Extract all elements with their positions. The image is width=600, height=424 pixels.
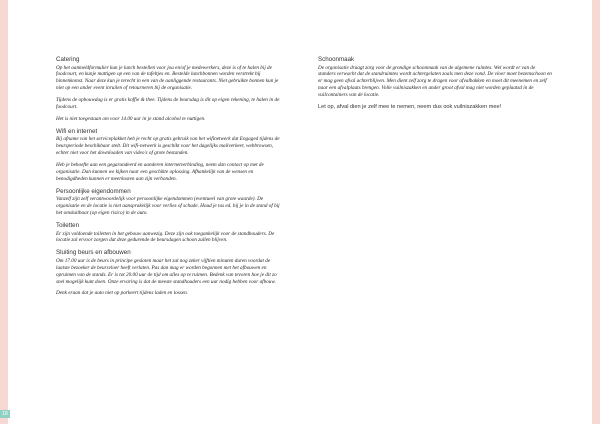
left-column [56,56,284,302]
right-column [318,56,552,111]
personal-belongings-paragraph: Vanzelf zijn zelf verantwoordelijk voor persoonlijke eigendommen (eventueel van grote waarde). De organisatie en de locatie is niet aansprakelijk voor verlies of schade. Houd je tas ed. bij je in de stand of bij het omsluitbaar (op eigen risico) in de auto. [56,196,280,217]
document-page [8,0,592,424]
toilets-paragraph: Er zijn voldoende toiletten in het gebouw aanwezig. Deze zijn ook toegankelijk voor de standhouders. De locatie zal ervoor zorgen dat deze gedurende de beursdagen schoon zullen blijven. [56,230,275,244]
personal-belongings-heading: Persoonlijke eigendommen [56,187,131,195]
toilets-heading: Toiletten [56,222,80,229]
closing-paragraph-1: Om 17.00 uur is de beurs in principe gesloten maar het zal nog zeker vijftien minuten duren voordat de laatste bezoeker de beursvloer heeft verlaten. Pas dan mag er worden begonnen met het afbouwen en opruimen van de stands. Er is tot 20.00 uur de tijd om alles op te ruimen. Bedenk van tevoren hoe je dit zo snel mogelijk kunt doen. Onze ervaring is dat de meeste standhouders een uur nodig hebben voor afbouw. [56,257,277,285]
catering-paragraph-3: Het is niet toegestaan om voor 14.00 uur in je stand alcohol te nuttigen. [56,115,206,122]
catering-heading: Catering [56,56,80,63]
closing-paragraph-2: Denk eraan dat je auto niet op parkeert tijdens laden en lossen. [56,290,188,297]
wifi-paragraph-2: Heb je behoefte aan een gegarandeerd en aanderen internetverbinding, neem dan contact op met de organisatie. Dan kunnen we kijken naar een geschikte oplossing. Afhankelijk van de wensen en benodigdheden kunnen er meerkosten aan zijn verbonden. [56,162,264,182]
catering-paragraph-2: Tijdens de opbouwdag is er gratis koffie & thee. Tijdens de beursdag is dit op eigen rekening, te halen in de foodcourt. [56,97,280,111]
cleaning-paragraph-2: Let op, afval dien je zelf mee te nemen, neem dus ook vuilniszakken mee! [318,104,502,111]
cleaning-paragraph-1: De organisatie draagt zorg voor de grondige schoonmaak van de algemene ruimtes. Wel wordt er van de standers verwacht dat de standruimtes wordt achtergelaten zoals men deze vond. De vloer moet bezemschoon en er mag geen afval achterblijven. Men dient zelf zorg te dragen voor afvalbakken en moet dit meenemen en zelf naar een afvalplaats brengen. Volle vuilniszakken en ander groot afval mag niet worden geplaatsd in de vuilcontainers van de locatie. [318,64,552,99]
closing-heading: Sluiting beurs en afbouwen [56,249,131,257]
page-number: 18 [0,410,10,418]
wifi-paragraph-1: Bij afname van het serviceplakket heb je recht op gratis gebruik van het wifinetwerk dat Engaged tijdens de beursperiode beschikbaar stelt. Dit wifi-netwerk is geschikt voor het dagelijks mailverkeer, webbrowsen, echter niet voor het downloaden van video's of grote bestanden. [56,136,280,157]
cleaning-heading: Schoonmaak [318,56,355,63]
catering-paragraph-1: Op het aanmeldformulier kun je lunch bestellen voor jou en/of je medewerkers, deze is of te halen bij de foodcourt, en kunje mattigen op een van de tafeltjes en. Bestelde lunchbonnen worden verstrekt bij binnenkomst. Naar deze kun je terecht in een van de aanliggende restaurants. Niet gebruikte bonnen kun je niet op een ander event inruilen of retourneren bij de organisatie. [56,64,279,92]
wifi-heading: Wifi en internet [56,127,98,135]
